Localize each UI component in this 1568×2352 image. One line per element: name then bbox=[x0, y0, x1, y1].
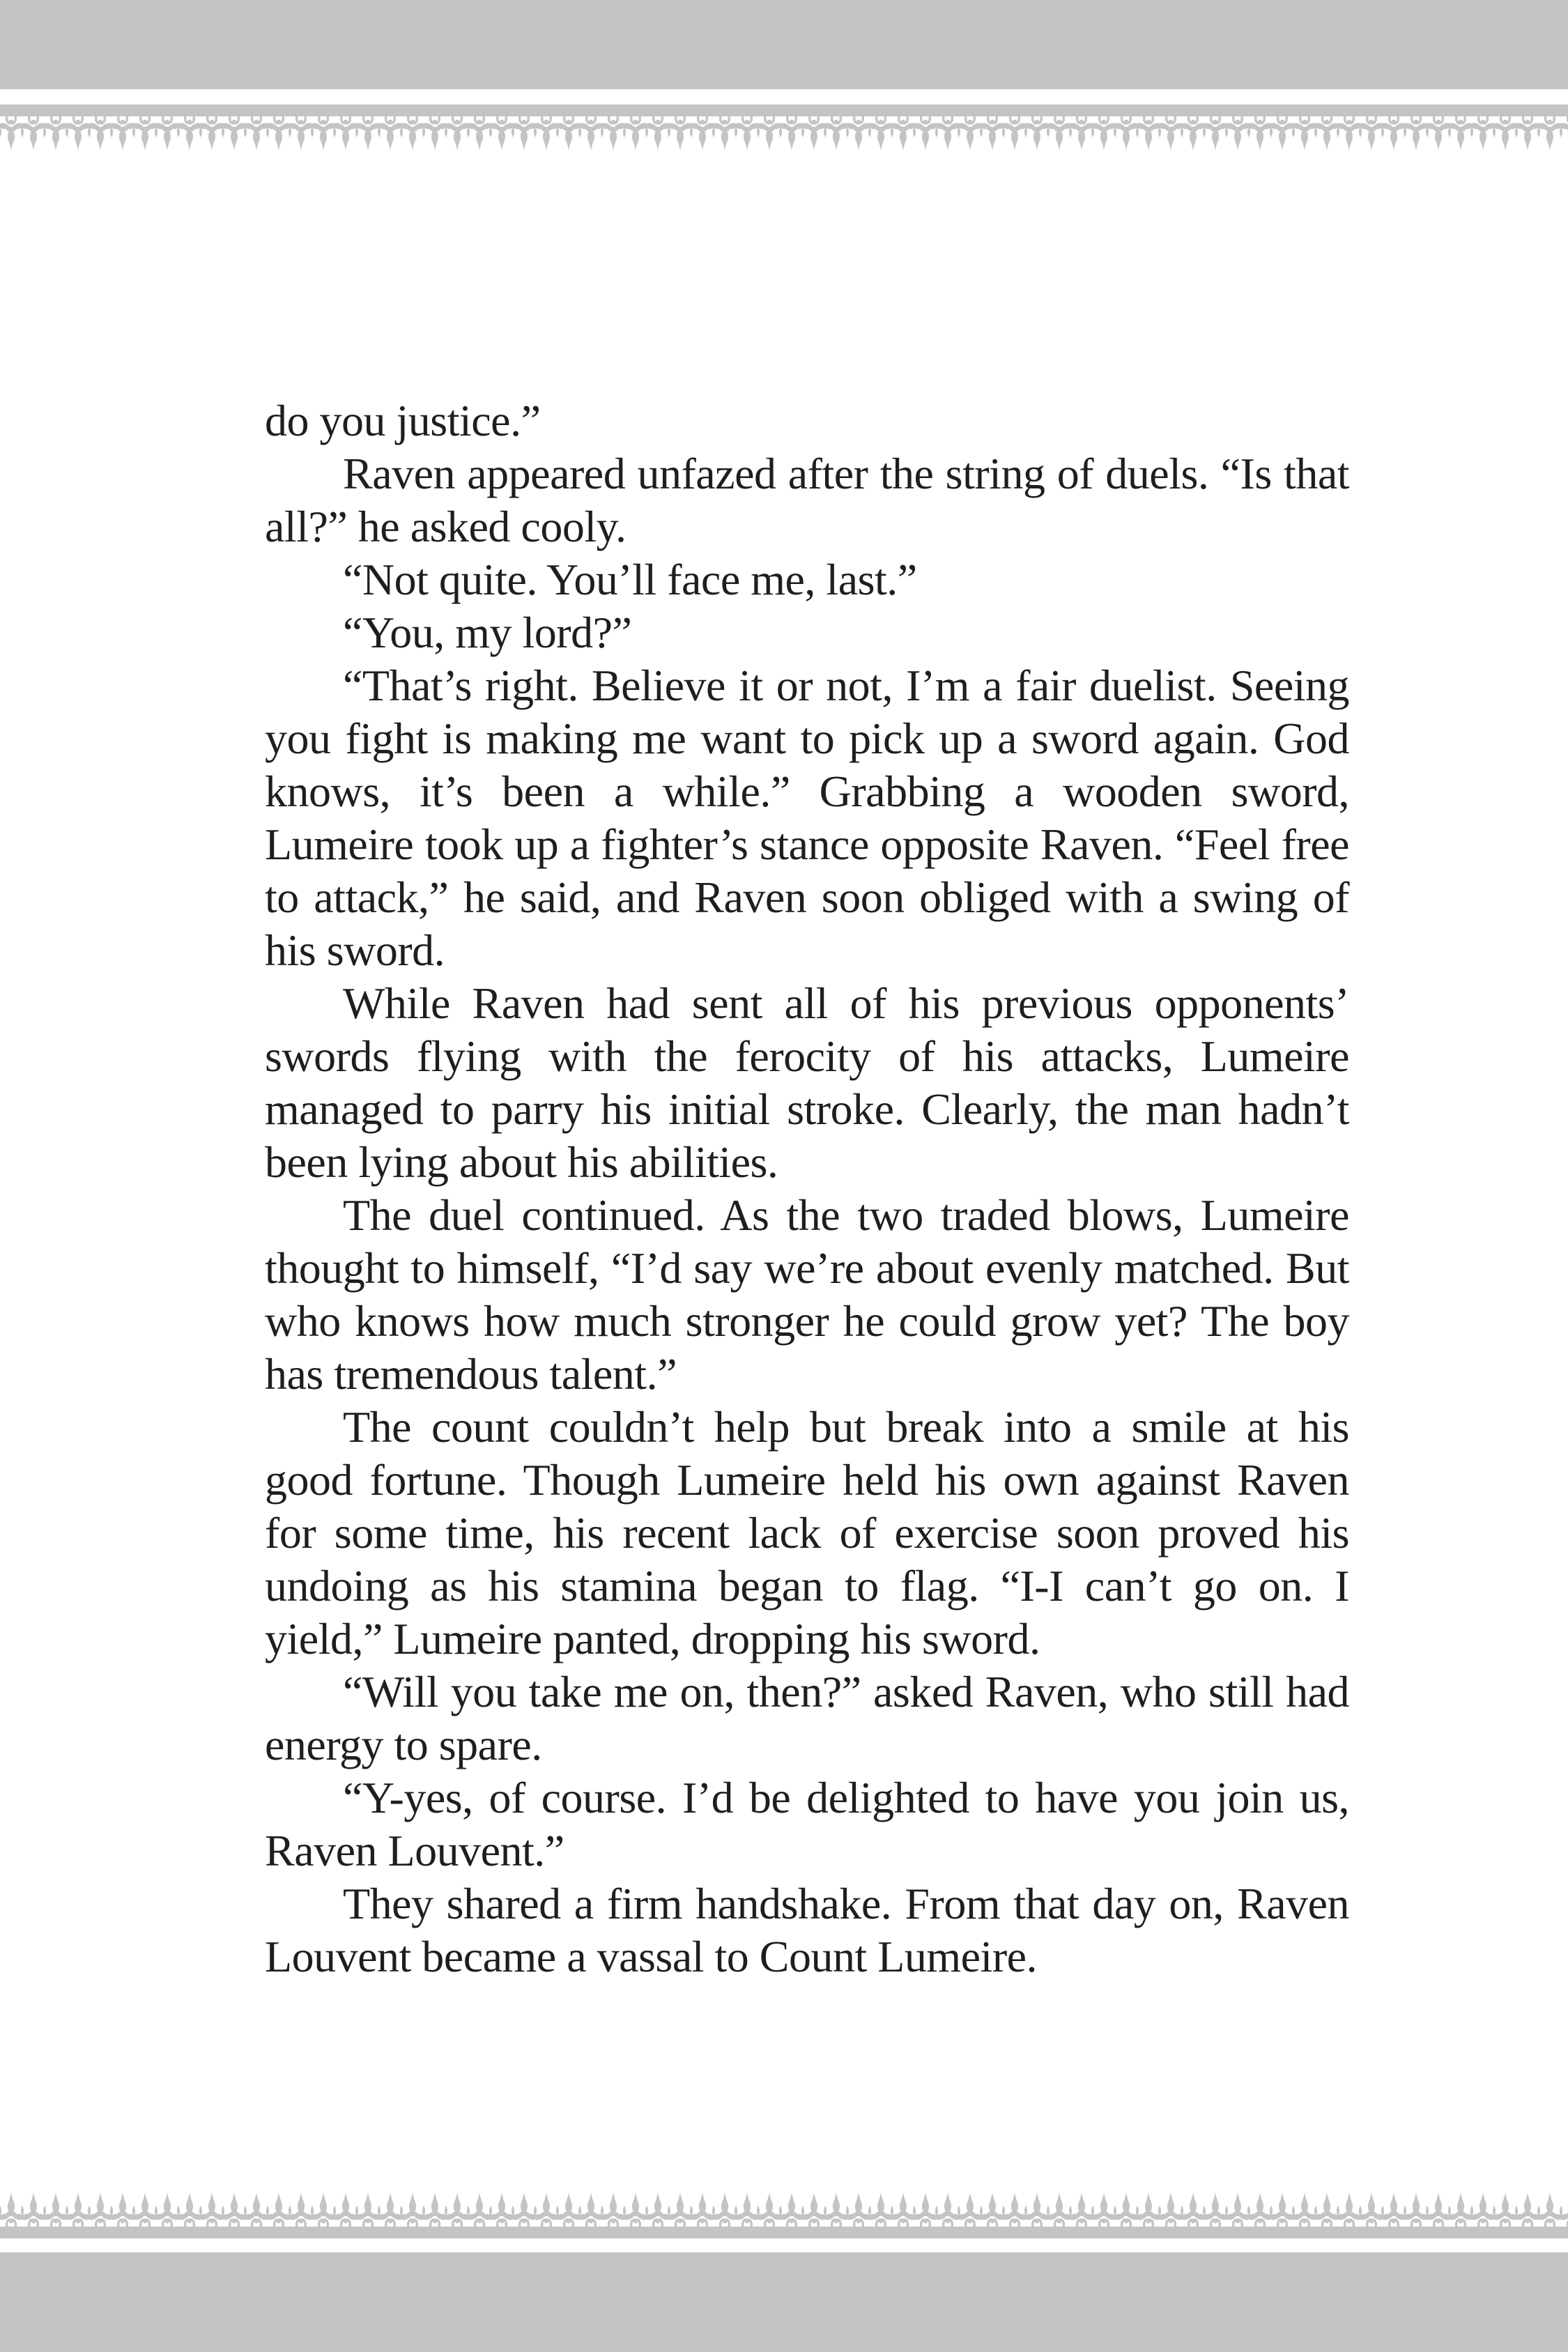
top-gray-band bbox=[0, 0, 1568, 89]
bottom-gray-band bbox=[0, 2252, 1568, 2352]
paragraph: “Will you take me on, then?” asked Raven, who still had energy to spare. bbox=[265, 1667, 1349, 1769]
lace-trim-icon bbox=[0, 2191, 1568, 2238]
page-text bbox=[265, 394, 1349, 1983]
paragraph: Raven appeared unfazed after the string of duels. “Is that all?” he asked cooly. bbox=[265, 449, 1349, 551]
bottom-lace-border bbox=[0, 2191, 1568, 2238]
paragraph: “You, my lord?” bbox=[343, 608, 632, 657]
paragraph: “That’s right. Believe it or not, I’m a fair duelist. Seeing you fight is making me want to pick up a sword again. God knows, it’s been a while.” Grabbing a wooden sword, Lumeire took up a fighter’s stance opposite Raven. “Feel free to attack,” he said, and Raven soon obliged with a swing of his sword. bbox=[265, 661, 1349, 975]
paragraph: “Not quite. You’ll face me, last.” bbox=[343, 555, 917, 604]
paragraph: The duel continued. As the two traded blows, Lumeire thought to himself, “I’d say we’re about evenly matched. But who knows how much stronger he could grow yet? The boy has tremendous talent.” bbox=[265, 1190, 1349, 1399]
paragraph: The count couldn’t help but break into a smile at his good fortune. Though Lumeire held his own against Raven for some time, his recent lack of exercise soon proved his undoing as his stamina began to flag. “I-I can’t go on. I yield,” Lumeire panted, dropping his sword. bbox=[265, 1402, 1349, 1663]
paragraph: “Y-yes, of course. I’d be delighted to have you join us, Raven Louvent.” bbox=[265, 1773, 1349, 1875]
paragraph: do you justice.” bbox=[265, 396, 541, 445]
paragraph: While Raven had sent all of his previous opponents’ swords flying with the ferocity of his attacks, Lumeire managed to parry his initial stroke. Clearly, the man hadn’t been lying about his abilities. bbox=[265, 978, 1349, 1187]
top-lace-border bbox=[0, 105, 1568, 152]
lace-trim-icon bbox=[0, 105, 1568, 152]
paragraph: They shared a firm handshake. From that day on, Raven Louvent became a vassal to Count Lumeire. bbox=[265, 1879, 1349, 1981]
